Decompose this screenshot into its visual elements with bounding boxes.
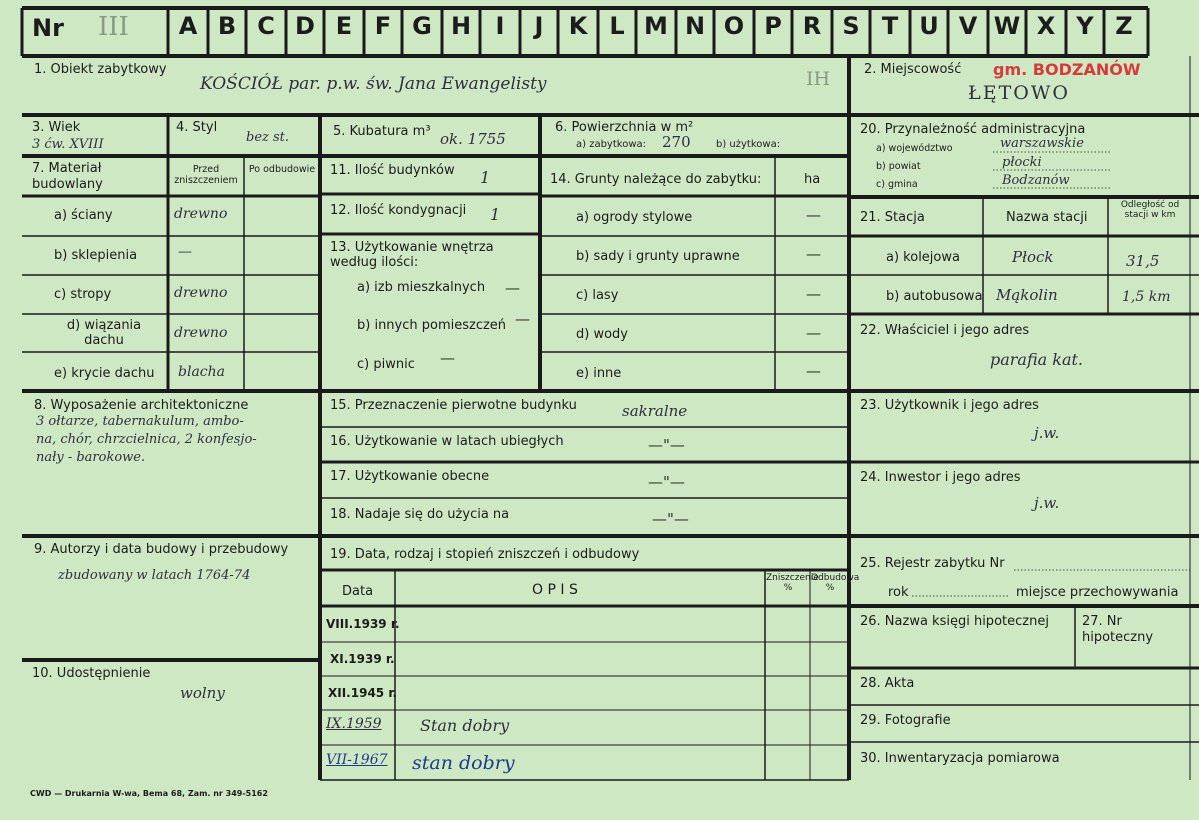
f17-label: 17. Użytkowanie obecne <box>330 469 490 484</box>
letter-c[interactable]: C <box>257 12 275 40</box>
f20-woj-label: a) województwo <box>876 143 953 154</box>
f2-label: 2. Miejscowość <box>864 62 962 77</box>
f19-label: 19. Data, rodzaj i stopień zniszczeń i odbudowy <box>330 547 640 562</box>
letter-k[interactable]: K <box>568 12 588 40</box>
f14-row-c-value[interactable]: — <box>806 285 821 303</box>
letter-b[interactable]: B <box>217 12 237 40</box>
f20-gm-value[interactable]: Bodzanów <box>1002 173 1070 188</box>
letter-x[interactable]: X <box>1036 12 1056 40</box>
f29-label: 29. Fotografie <box>860 713 951 728</box>
f7-row-b-before[interactable]: — <box>178 244 192 260</box>
f7-row-b-label: b) sklepienia <box>54 248 138 263</box>
f6-zab-value[interactable]: 270 <box>662 133 691 151</box>
f21-col-name: Nazwa stacji <box>1006 210 1088 225</box>
letter-w[interactable]: W <box>993 12 1021 40</box>
f8-line-3[interactable]: nały - barokowe. <box>36 450 146 465</box>
letter-l[interactable]: L <box>609 12 625 40</box>
f7-col-after: Po odbudowie <box>248 164 316 175</box>
f14-row-e-value[interactable]: — <box>806 362 821 380</box>
f9-value[interactable]: zbudowany w latach 1764-74 <box>58 568 251 583</box>
f7-label: 7. Materiał budowlany <box>32 161 103 192</box>
f13-c-label: c) piwnic <box>357 357 415 372</box>
f1-label: 1. Obiekt zabytkowy <box>34 62 167 77</box>
f19-row-4-opis[interactable]: Stan dobry <box>420 716 510 735</box>
f19-row-3-date: XII.1945 r. <box>328 686 398 700</box>
nr-label: Nr <box>32 14 64 42</box>
f19-col-date: Data <box>342 584 374 599</box>
f18-label: 18. Nadaje się do użycia na <box>330 507 510 522</box>
f11-value[interactable]: 1 <box>480 168 491 187</box>
f12-value[interactable]: 1 <box>490 205 501 224</box>
letter-j[interactable]: J <box>534 12 544 40</box>
f14-row-c-label: c) lasy <box>576 288 619 303</box>
f14-row-a-label: a) ogrody stylowe <box>576 210 693 225</box>
f7-row-e-label: e) krycie dachu <box>54 366 155 381</box>
letter-g[interactable]: G <box>412 12 432 40</box>
f13-b-label: b) innych pomieszczeń <box>357 318 507 333</box>
f14-row-b-value[interactable]: — <box>806 245 821 263</box>
f13-a-label: a) izb mieszkalnych <box>357 280 486 295</box>
letter-y[interactable]: Y <box>1076 12 1094 40</box>
f30-label: 30. Inwentaryzacja pomiarowa <box>860 751 1060 766</box>
letter-o[interactable]: O <box>723 12 745 40</box>
f13-a-value[interactable]: — <box>505 279 520 297</box>
f14-unit: ha <box>804 172 821 187</box>
f19-row-5-opis[interactable]: stan dobry <box>412 752 515 774</box>
f6-uz-label: b) użytkowa: <box>716 139 781 150</box>
f19-col-od: Odbudowa % <box>811 573 860 593</box>
f25-label: 25. Rejestr zabytku Nr <box>860 556 1005 571</box>
f24-label: 24. Inwestor i jego adres <box>860 470 1021 485</box>
f3-label: 3. Wiek <box>32 120 81 135</box>
f15-value[interactable]: sakralne <box>622 402 688 420</box>
f14-row-b-label: b) sady i grunty uprawne <box>576 249 740 264</box>
f8-label: 8. Wyposażenie architektoniczne <box>34 398 249 413</box>
f10-value[interactable]: wolny <box>180 684 225 702</box>
f21-col-dist: Odległość od stacji w km <box>1120 200 1180 220</box>
f24-value[interactable]: j.w. <box>1034 494 1060 512</box>
letter-e[interactable]: E <box>335 12 353 40</box>
f7-row-a-label: a) ściany <box>54 208 113 223</box>
f21-kol-label: a) kolejowa <box>886 250 960 265</box>
f19-col-opis: O P I S <box>532 582 578 598</box>
f2-value[interactable]: ŁĘTOWO <box>968 82 1070 104</box>
f7-row-c-label: c) stropy <box>54 287 112 302</box>
f1-stamp: IH <box>806 68 831 90</box>
f5-label: 5. Kubatura m³ <box>333 124 431 139</box>
f16-label: 16. Użytkowanie w latach ubiegłych <box>330 434 564 449</box>
letter-a[interactable]: A <box>178 12 198 40</box>
f26-label: 26. Nazwa księgi hipotecznej <box>860 614 1049 629</box>
f14-row-e-label: e) inne <box>576 366 622 381</box>
f10-label: 10. Udostępnienie <box>32 666 151 681</box>
f17-value[interactable]: —"— <box>648 473 685 491</box>
f14-row-a-value[interactable]: — <box>806 206 821 224</box>
f21-kol-name[interactable]: Płock <box>1012 248 1054 266</box>
f6-label: 6. Powierzchnia w m² <box>555 120 694 135</box>
f1-value[interactable]: KOŚCIÓŁ par. p.w. św. Jana Ewangelisty <box>200 74 547 94</box>
letter-v[interactable]: V <box>958 12 978 40</box>
f11-label: 11. Ilość budynków <box>330 163 455 178</box>
printer-footer: CWD — Drukarnia W-wa, Bema 68, Zam. nr 349-5162 <box>30 789 268 798</box>
f12-label: 12. Ilość kondygnacji <box>330 203 467 218</box>
f8-line-2[interactable]: na, chór, chrzcielnica, 2 konfesjo- <box>36 432 257 447</box>
f9-label: 9. Autorzy i data budowy i przebudowy <box>34 542 289 557</box>
f23-value[interactable]: j.w. <box>1034 424 1060 442</box>
letter-r[interactable]: R <box>802 12 822 40</box>
f4-label: 4. Styl <box>176 120 218 135</box>
f2-gmina-stamp: gm. BODZANÓW <box>993 60 1141 79</box>
letter-f[interactable]: F <box>374 12 392 40</box>
f14-label: 14. Grunty należące do zabytku: <box>550 172 762 187</box>
f20-label: 20. Przynależność administracyjna <box>860 122 1086 137</box>
f23-label: 23. Użytkownik i jego adres <box>860 398 1039 413</box>
f3-value[interactable]: 3 ćw. XVIII <box>32 137 104 152</box>
f20-pow-value[interactable]: płocki <box>1002 155 1042 170</box>
letter-d[interactable]: D <box>295 12 315 40</box>
letter-t[interactable]: T <box>881 12 899 40</box>
f19-col-zn: Zniszczenie % <box>766 573 819 593</box>
f21-aut-label: b) autobusowa <box>886 289 983 304</box>
f21-label: 21. Stacja <box>860 210 925 225</box>
f18-value[interactable]: —"— <box>652 510 689 528</box>
f28-label: 28. Akta <box>860 676 915 691</box>
f4-value[interactable]: bez st. <box>246 130 290 145</box>
nr-value: III <box>98 12 129 42</box>
f5-value[interactable]: ok. 1755 <box>440 130 506 148</box>
f20-gm-label: c) gmina <box>876 179 918 190</box>
f8-line-1[interactable]: 3 ołtarze, tabernakulum, ambo- <box>36 414 244 429</box>
f20-woj-value[interactable]: warszawskie <box>1000 136 1084 151</box>
f19-row-5-date[interactable]: VII-1967 <box>326 752 388 768</box>
f14-row-d-label: d) wody <box>576 327 628 342</box>
f7-col-before: Przed zniszczeniem <box>174 164 238 186</box>
f21-kol-dist[interactable]: 31,5 <box>1126 252 1160 270</box>
letter-h[interactable]: H <box>450 12 472 40</box>
f7-row-c-before[interactable]: drewno <box>174 285 228 301</box>
letter-n[interactable]: N <box>684 12 706 40</box>
f22-label: 22. Właściciel i jego adres <box>860 323 1030 338</box>
f25-rok: rok <box>888 585 909 600</box>
f7-row-a-before[interactable]: drewno <box>174 206 228 222</box>
f15-label: 15. Przeznaczenie pierwotne budynku <box>330 398 577 413</box>
f21-aut-name[interactable]: Mąkolin <box>996 286 1058 304</box>
f19-row-4-date[interactable]: IX.1959 <box>326 716 382 732</box>
f6-zab-label: a) zabytkowa: <box>576 139 646 150</box>
f7-row-e-before[interactable]: blacha <box>178 364 225 380</box>
f13-b-value[interactable]: — <box>515 310 530 328</box>
f19-row-1-date: VIII.1939 r. <box>326 617 400 631</box>
f27-label: 27. Nr hipoteczny <box>1082 614 1154 645</box>
letter-i[interactable]: I <box>495 12 505 40</box>
letter-p[interactable]: P <box>764 12 782 40</box>
f25-miejsce: miejsce przechowywania <box>1016 585 1179 600</box>
letter-z[interactable]: Z <box>1115 12 1133 40</box>
f14-row-d-value[interactable]: — <box>806 324 821 342</box>
f19-row-2-date: XI.1939 r. <box>330 652 395 666</box>
f13-c-value[interactable]: — <box>440 349 455 367</box>
letter-u[interactable]: U <box>919 12 939 40</box>
f7-row-d-before[interactable]: drewno <box>174 325 228 341</box>
f7-row-d-label: d) wiązania dachu <box>66 318 142 348</box>
f22-value[interactable]: parafia kat. <box>990 350 1084 369</box>
f16-value[interactable]: —"— <box>648 436 685 454</box>
f20-pow-label: b) powiat <box>876 161 921 172</box>
letter-s[interactable]: S <box>842 12 860 40</box>
f13-label: 13. Użytkowanie wnętrza według ilości: <box>330 240 494 270</box>
f21-aut-dist[interactable]: 1,5 km <box>1122 289 1171 305</box>
letter-m[interactable]: M <box>644 12 668 40</box>
